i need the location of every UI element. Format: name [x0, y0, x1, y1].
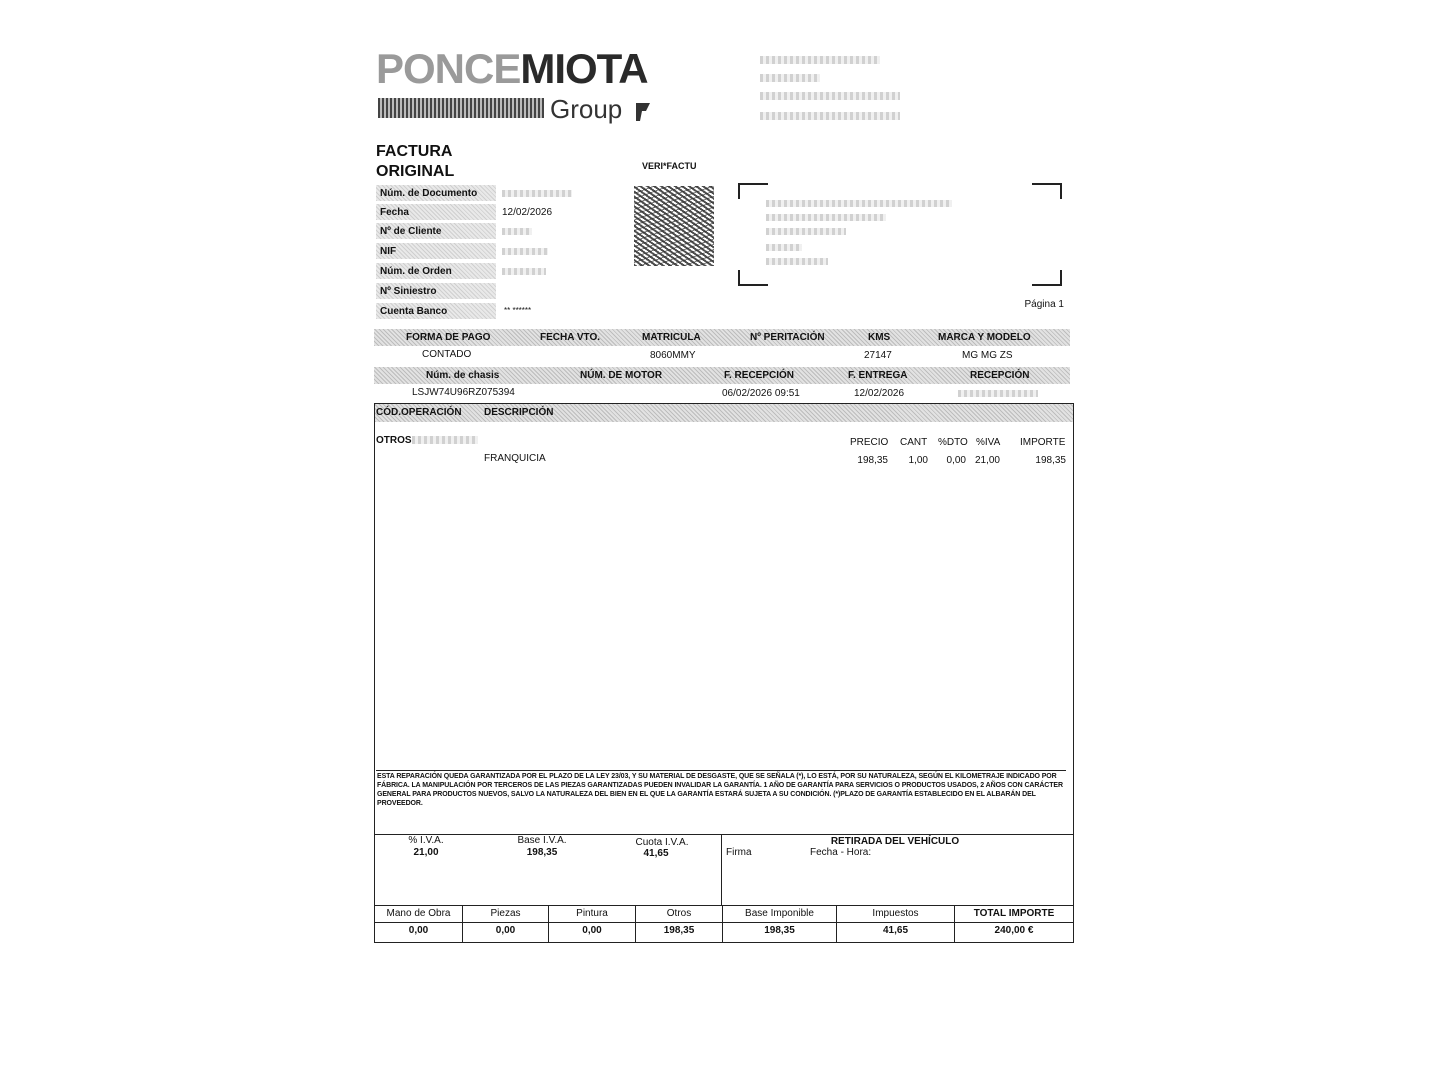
label-num-siniestro: Nº Siniestro: [376, 283, 496, 300]
label-nif: NIF: [376, 243, 496, 260]
redacted-num-cliente: [502, 228, 532, 235]
logo-word-miota: MIOTA: [520, 45, 648, 92]
totals-value-total-importe: 240,00 €: [994, 925, 1034, 936]
totals-label-piezas: Piezas: [490, 908, 521, 919]
company-logo: [376, 46, 648, 92]
header-kms: KMS: [868, 332, 891, 343]
totals-value-impuestos: 41,65: [882, 925, 909, 936]
tax-summary-divider: [721, 834, 722, 906]
logo-mark-icon: [634, 101, 652, 123]
totals-label-mano-obra: Mano de Obra: [386, 908, 451, 919]
redacted-recepcion: [958, 390, 1038, 397]
totals-value-otros: 198,35: [663, 925, 695, 936]
redacted-client-address: [766, 214, 886, 221]
verifactu-label: VERI*FACTU: [642, 161, 697, 171]
header-recepcion: RECEPCIÓN: [970, 370, 1030, 381]
totals-label-impuestos: Impuestos: [872, 908, 919, 919]
chassis-header-strip: [374, 367, 1070, 384]
iva-col-cuota: Cuota I.V.A.: [635, 837, 689, 848]
chasis-value: LSJW74U96RZ075394: [412, 387, 515, 398]
retirada-fecha-hora: Fecha - Hora:: [810, 847, 872, 858]
document-title: FACTURA: [376, 143, 453, 160]
redacted-client-address: [766, 228, 846, 235]
item-cant: 1,00: [908, 455, 928, 466]
label-fecha: Fecha: [376, 204, 496, 221]
label-num-orden: Núm. de Orden: [376, 263, 496, 280]
totals-label-otros: Otros: [666, 908, 692, 919]
totals-label-total-importe: TOTAL IMPORTE: [973, 908, 1055, 919]
totals-row-divider: [374, 922, 1074, 923]
marca-modelo-value: MG MG ZS: [962, 350, 1013, 361]
col-precio: PRECIO: [850, 437, 889, 448]
address-window-corner: [738, 270, 768, 286]
redacted-nif: [502, 248, 548, 255]
col-dto: %DTO: [938, 437, 968, 448]
redacted-client-address: [766, 200, 952, 207]
redacted-num-orden: [502, 268, 546, 275]
redacted-company-address: [760, 74, 820, 82]
totals-value-mano-obra: 0,00: [408, 925, 429, 936]
verifactu-qr-code: [634, 186, 714, 266]
legal-separator: [376, 770, 1066, 771]
header-num-peritacion: Nº PERITACIÓN: [750, 332, 825, 343]
iva-col-base: Base I.V.A.: [517, 835, 567, 846]
address-window-corner: [1032, 183, 1062, 199]
item-importe: 198,35: [1035, 455, 1066, 466]
section-otros: OTROS: [376, 435, 412, 446]
logo-group-text: Group: [550, 94, 623, 124]
header-cod-operacion: CÓD.OPERACIÓN: [376, 407, 462, 418]
header-num-chasis: Núm. de chasis: [426, 370, 500, 381]
totals-value-piezas: 0,00: [495, 925, 516, 936]
col-importe: IMPORTE: [1020, 437, 1066, 448]
logo-word-ponce: PONCE: [376, 45, 521, 92]
label-num-documento: Núm. de Documento: [376, 185, 496, 202]
retirada-firma: Firma: [726, 847, 752, 858]
iva-pct-value: 21,00: [413, 847, 439, 858]
warranty-legal-text: ESTA REPARACIÓN QUEDA GARANTIZADA POR EL PLAZO DE LA LEY 23/03, Y SU MATERIAL DE DESGASTE, QUE SE SEÑALA (*), LO ESTÁ, POR SU NATURALEZA, SEGÚN EL KILOMETRAJE INDICADO POR FÁBRICA. LA MANIPULACIÓN POR TERCEROS DE LAS PIEZAS GARANTIZADAS PUEDEN INVALIDAR LA GARANTÍA. 1 AÑO DE GARANTÍA PARA SERVICIOS O PRODUCTOS USADOS, 2 AÑOS CON CARÁCTER GENERAL PARA PRODUCTOS NUEVOS, SALVO LA NATURALEZA DEL BIEN EN EL QUE LA GARANTÍA ESTARÁ SUJETA A SU CONDICIÓN. (*)PLAZO DE GARANTÍA ESTABLECIDO EN EL ALBARÁN DEL PROVEEDOR.: [377, 773, 1063, 807]
header-matricula: MATRICULA: [642, 332, 701, 343]
totals-label-base-imponible: Base Imponible: [745, 908, 814, 919]
address-window-corner: [1032, 270, 1062, 286]
document-subtitle: ORIGINAL: [376, 163, 455, 180]
address-window-corner: [738, 183, 768, 199]
col-iva: %IVA: [976, 437, 1001, 448]
header-forma-pago: FORMA DE PAGO: [406, 332, 491, 343]
page-number: Página 1: [1024, 299, 1064, 310]
retirada-title: RETIRADA DEL VEHÍCULO: [830, 836, 960, 847]
item-precio: 198,35: [857, 455, 888, 466]
iva-col-pct: % I.V.A.: [408, 835, 444, 846]
col-cant: CANT: [900, 437, 928, 448]
item-iva: 21,00: [974, 455, 1000, 466]
item-dto: 0,00: [946, 455, 966, 466]
iva-cuota-value: 41,65: [643, 848, 669, 859]
header-fecha-vto: FECHA VTO.: [540, 332, 601, 343]
redacted-client-address: [766, 244, 802, 251]
item-descripcion: FRANQUICIA: [484, 453, 546, 464]
redacted-company-address: [760, 56, 880, 64]
redacted-company-address: [760, 112, 900, 120]
f-recepcion-value: 06/02/2026 09:51: [722, 388, 800, 399]
totals-label-pintura: Pintura: [576, 908, 608, 919]
f-entrega-value: 12/02/2026: [854, 388, 905, 399]
header-marca-modelo: MARCA Y MODELO: [938, 332, 1031, 343]
lines-header-strip: [375, 404, 1073, 422]
label-cuenta-banco: Cuenta Banco: [376, 303, 496, 320]
redacted-section-detail: [412, 436, 478, 444]
totals-value-pintura: 0,00: [582, 925, 602, 936]
forma-pago-value: CONTADO: [422, 349, 472, 360]
logo-barcode-stripe: [378, 98, 544, 118]
header-descripcion: DESCRIPCIÓN: [484, 407, 554, 418]
header-num-motor: NÚM. DE MOTOR: [580, 370, 663, 381]
kms-value: 27147: [864, 350, 892, 361]
redacted-client-address: [766, 258, 828, 265]
cuenta-banco-value: ** ******: [504, 306, 532, 315]
fecha-value: 12/02/2026: [502, 207, 553, 218]
redacted-company-address: [760, 92, 900, 100]
iva-base-value: 198,35: [526, 847, 558, 858]
header-f-recepcion: F. RECEPCIÓN: [724, 370, 795, 381]
header-f-entrega: F. ENTREGA: [848, 370, 908, 381]
label-num-cliente: Nº de Cliente: [376, 223, 496, 240]
redacted-num-documento: [502, 190, 572, 197]
totals-value-base-imponible: 198,35: [764, 925, 795, 936]
vehicle-header-strip: [374, 329, 1070, 346]
matricula-value: 8060MMY: [650, 350, 696, 361]
